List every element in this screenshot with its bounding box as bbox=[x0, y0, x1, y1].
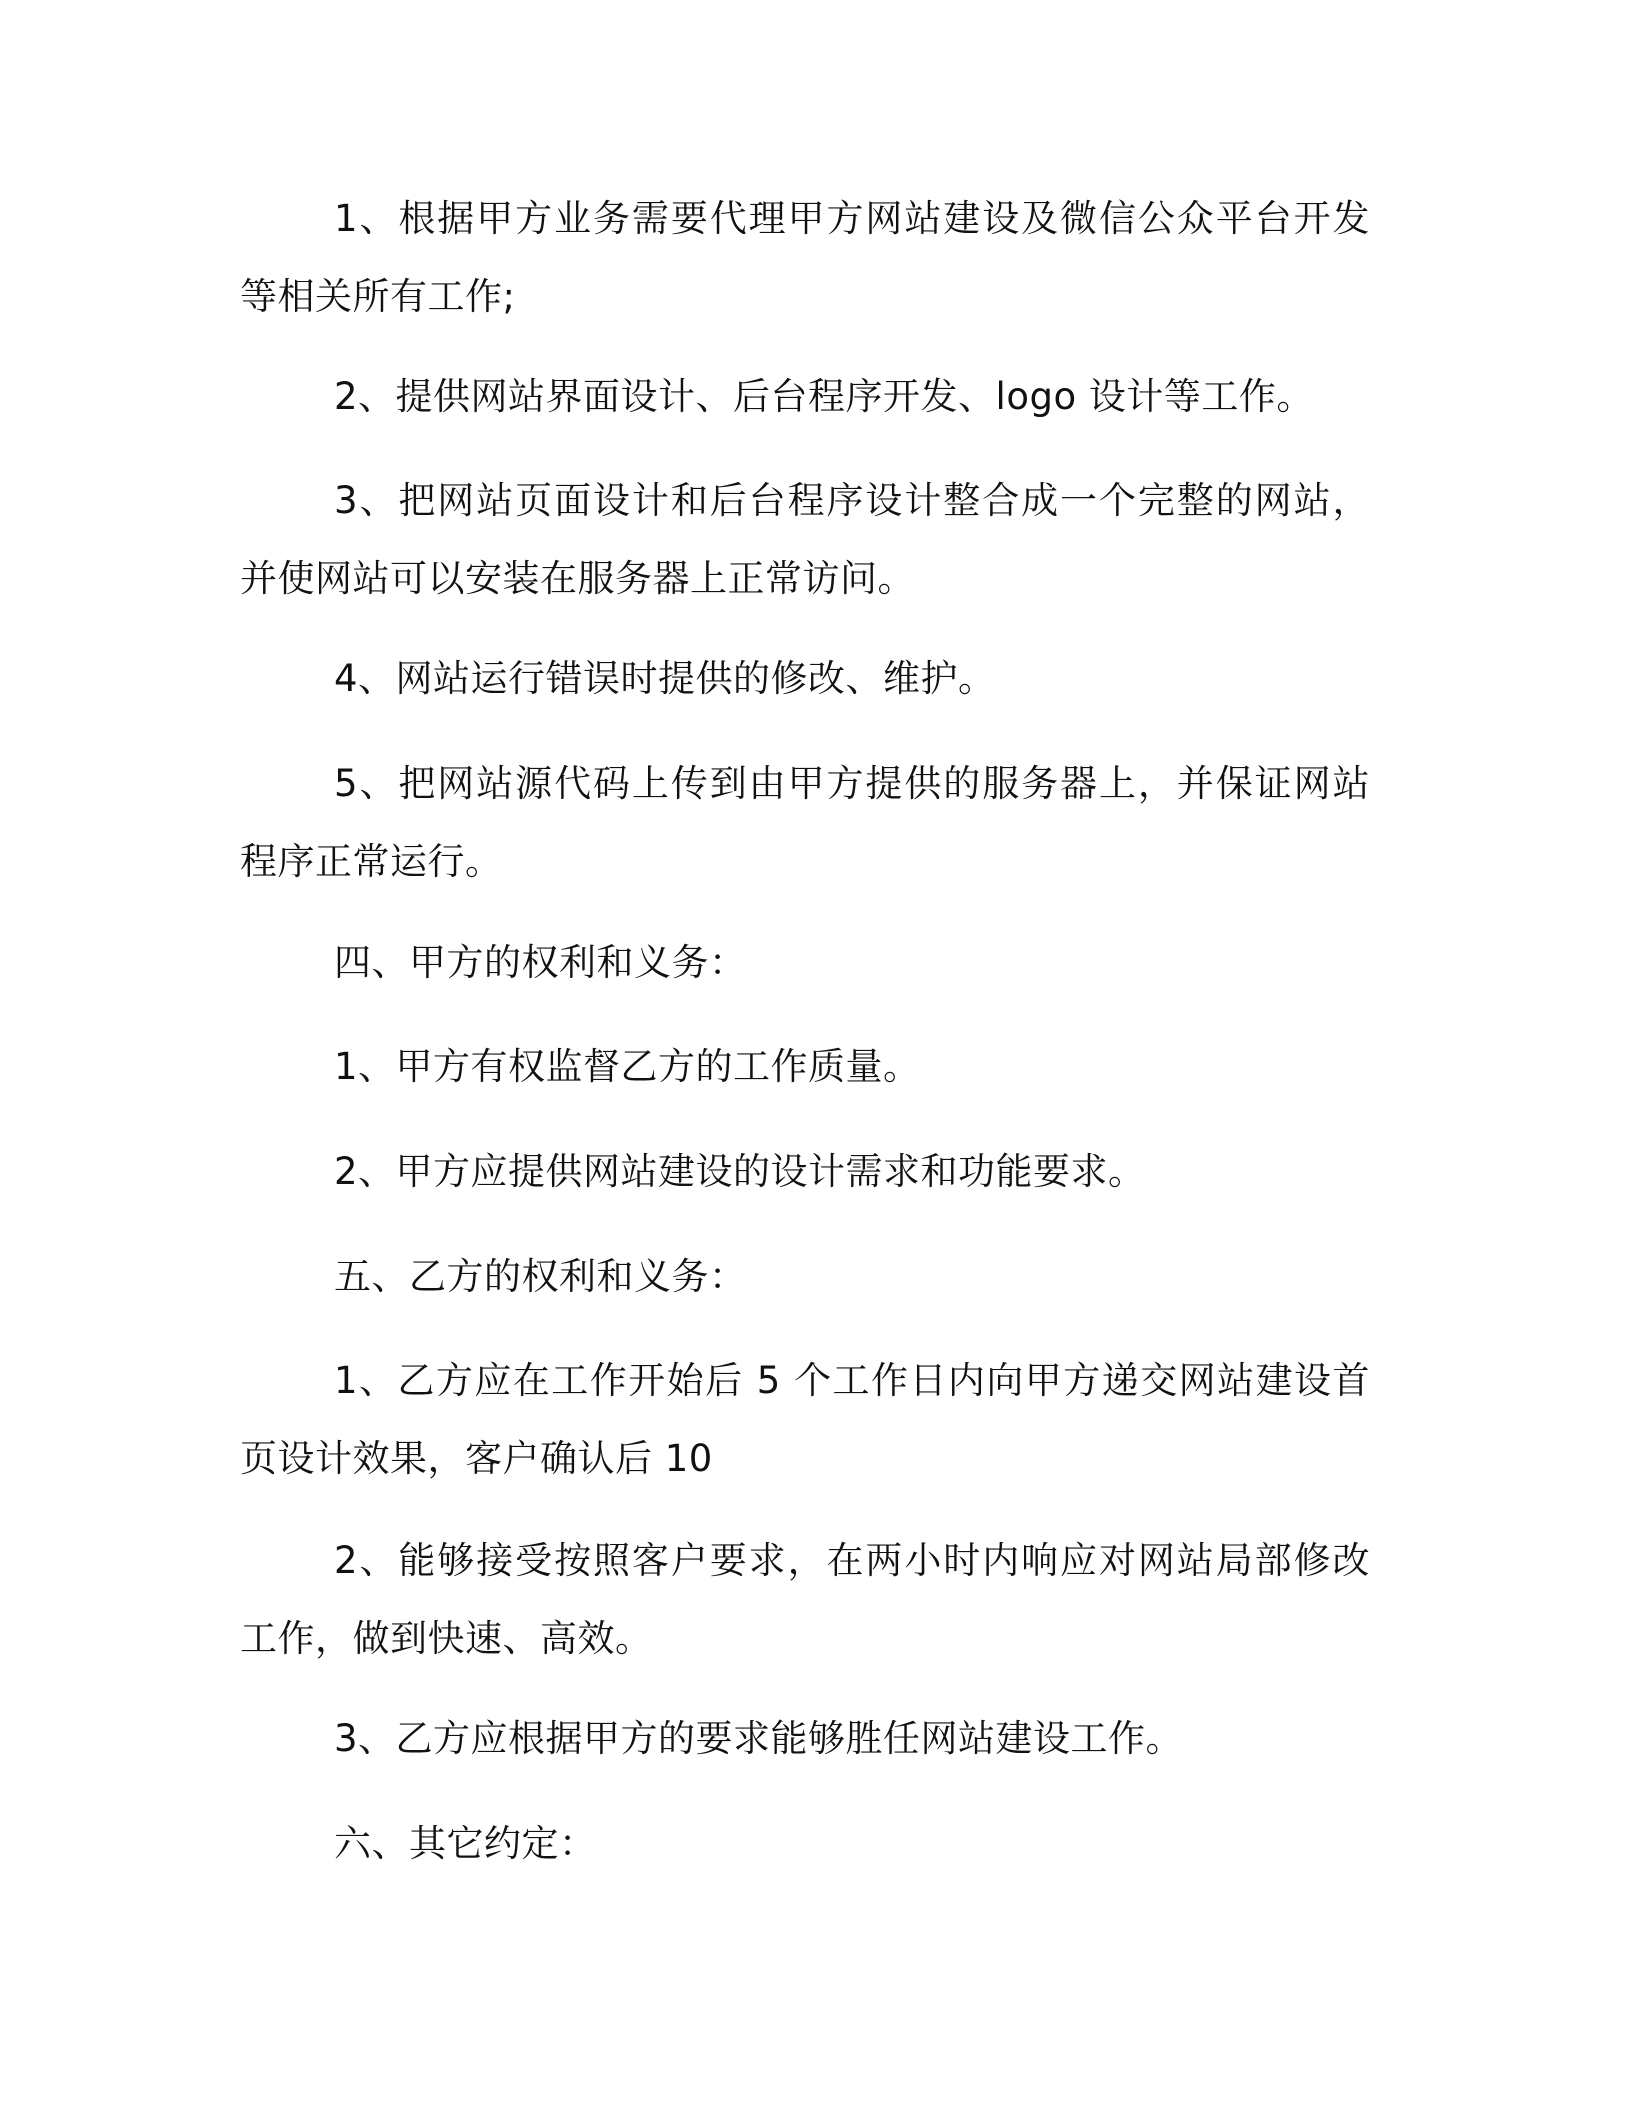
paragraph-item-3: 3、把网站页面设计和后台程序设计整合成一个完整的网站，并使网站可以安装在服务器上正常访问。 bbox=[240, 479, 1370, 600]
paragraph-item-2: 2、提供网站界面设计、后台程序开发、logo 设计等工作。 bbox=[334, 375, 1314, 418]
paragraph-item-1: 1、根据甲方业务需要代理甲方网站建设及微信公众平台开发等相关所有工作; bbox=[240, 197, 1370, 318]
section-four-heading: 四、甲方的权利和义务： bbox=[334, 941, 747, 984]
paragraph-item-7: 2、甲方应提供网站建设的设计需求和功能要求。 bbox=[334, 1150, 1146, 1193]
section-five-heading: 五、乙方的权利和义务： bbox=[334, 1255, 747, 1298]
paragraph-item-6: 1、甲方有权监督乙方的工作质量。 bbox=[334, 1045, 921, 1088]
paragraph-item-10: 3、乙方应根据甲方的要求能够胜任网站建设工作。 bbox=[334, 1717, 1184, 1760]
paragraph-item-9: 2、能够接受按照客户要求，在两小时内响应对网站局部修改工作，做到快速、高效。 bbox=[240, 1539, 1370, 1660]
paragraph-item-4: 4、网站运行错误时提供的修改、维护。 bbox=[334, 657, 996, 700]
section-six-heading: 六、其它约定： bbox=[334, 1822, 597, 1865]
paragraph-item-5: 5、把网站源代码上传到由甲方提供的服务器上，并保证网站程序正常运行。 bbox=[240, 762, 1370, 883]
paragraph-item-8: 1、乙方应在工作开始后 5 个工作日内向甲方递交网站建设首页设计效果，客户确认后 10 bbox=[240, 1359, 1370, 1480]
